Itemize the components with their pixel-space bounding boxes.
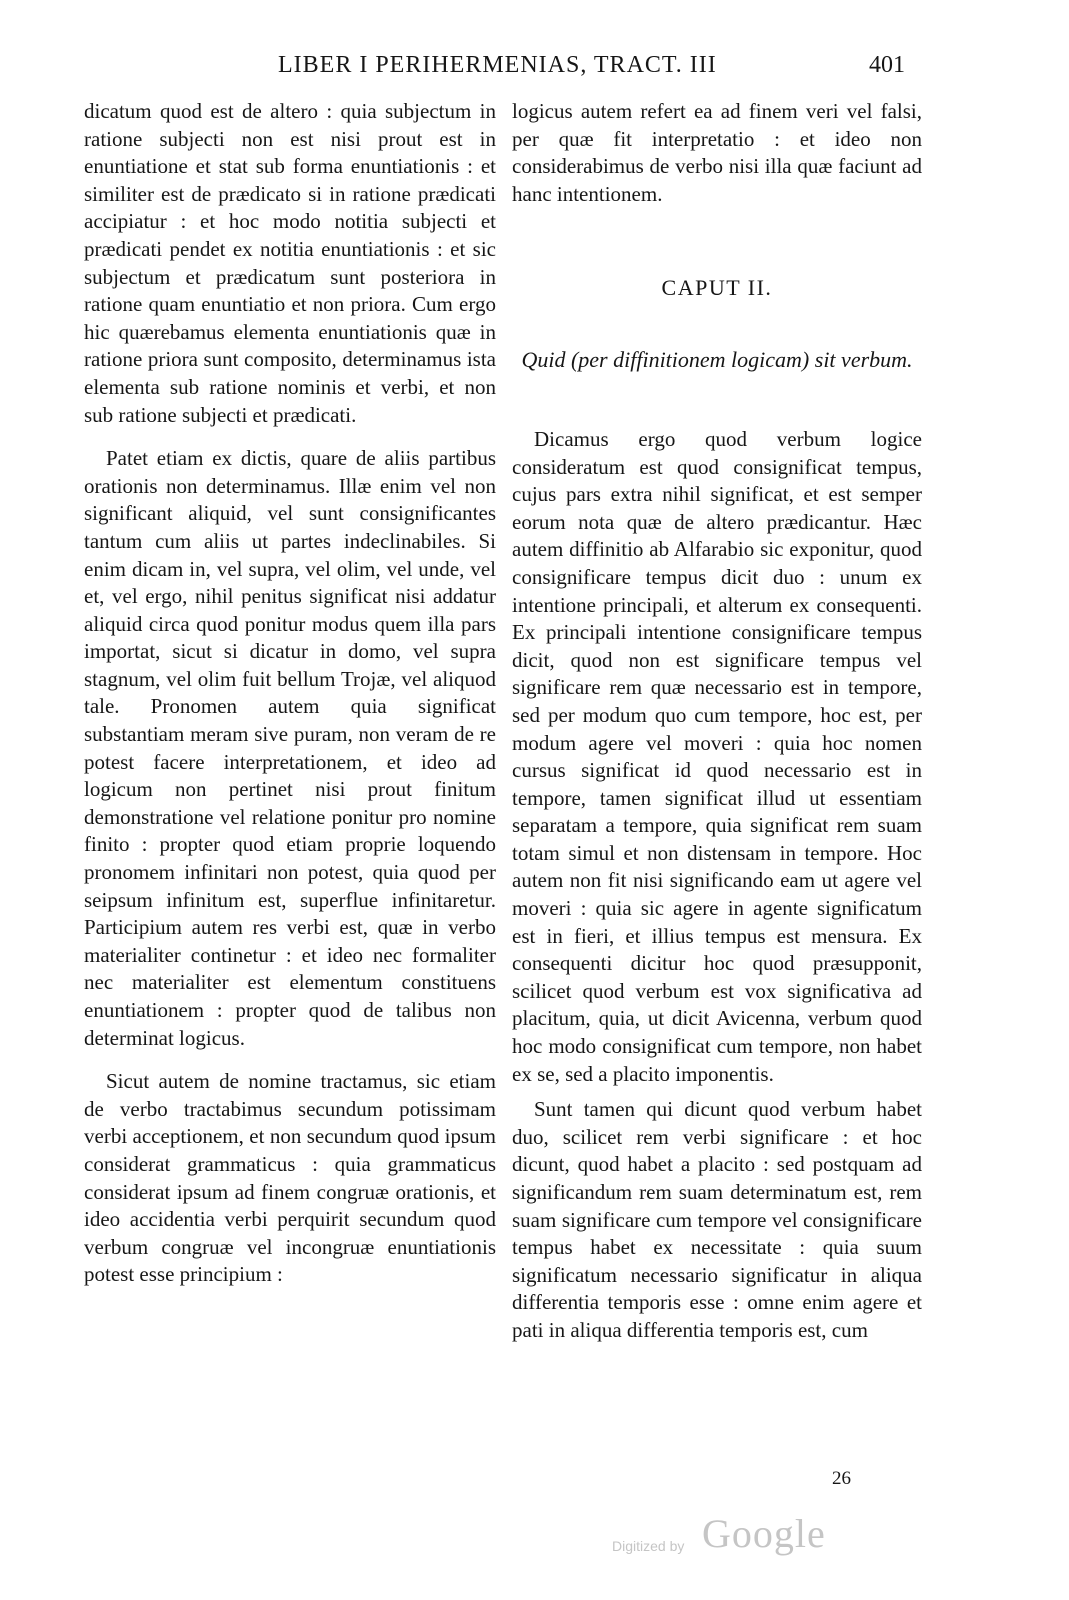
- paragraph: Sicut autem de nomine tractamus, sic etiam de verbo tractabimus secundum potissimam verbi acceptionem, et non secundum quod ipsum considerat grammaticus : quia grammaticus considerat ipsum ad finem congruæ orationis, et ideo accidentia verbi perquirit secundum quod verbum congruæ vel incongruæ enuntiationis potest esse principium :: [84, 1069, 496, 1287]
- digitized-watermark: [612, 1510, 872, 1560]
- left-column: [84, 98, 496, 1289]
- chapter-heading: CAPUT II.: [661, 275, 773, 301]
- paragraph: Sunt tamen qui dicunt quod verbum habet duo, scilicet rem verbi significare : et hoc dicunt, quod habet a placito : sed postquam ad significandum rem suam determinatum est, rem suam significare cum tempore vel consignificare tempus habet ex necessitate : quia suum significatum necessario significatur in aliqua differentia temporis esse : omne enim agere et pati in aliqua differentia temporis est, cum: [512, 1097, 922, 1342]
- paragraph: Dicamus ergo quod verbum logice consideratum est quod consignificat tempus, cujus pars extra nihil significat, et est semper eorum nota quæ de altero prædicantur. Hæc autem diffinitio ab Alfarabio sic exponitur, quod consignificare tempus dicit duo : unum ex intentione principali, et alterum ex consequenti. Ex principali intentione consignificare tempus dicit, quod non est significare tempus vel significare rem quæ necessario est in tempore, sed per modum quo cum tempore, hoc est, per modum agere vel moveri : quia hoc nomen cursus significat id quod necessario est in tempore, tamen significat illud ut essentiam separatam a tempore, quia significat rem suam totam simul et non distensam in tempore. Hoc autem non fit nisi significando eam ut agere vel moveri : quia sic agere in agente significatum est in fieri, et illius tempus est mensura. Ex consequenti dicitur hoc quod præsupponit, scilicet quod verbum est vox significativa ad placitum, quia, ut dicit Avicenna, verbum quod hoc modo consignificat cum tempore, non habet ex se, sed a placito imponentis.: [512, 426, 922, 1086]
- paragraph: logicus autem refert ea ad finem veri vel falsi, per quæ fit interpretatio : et ideo non considerabimus de verbo nisi illa quæ faciunt ad hanc intentionem.: [512, 99, 922, 206]
- signature-mark: 26: [832, 1468, 851, 1489]
- google-logo: Google: [702, 1511, 826, 1556]
- paragraph: dicatum quod est de altero : quia subjectum in ratione subjecti non est nisi prout est in enuntiatione et stat sub forma enuntiationis : et similiter est de prædicato si in ratione prædicati accipiatur : et hoc modo notitia subjecti et prædicati pendet ex notitia enuntiationis : et sic subjectum et prædicatum sunt posteriora in ratione quam enuntiatio et non priora. Cum ergo hic quærebamus elementa enuntiationis quæ in ratione priora sunt composito, determinamus ista elementa sub ratione nominis et verbi, et non sub ratione subjecti et prædicati.: [84, 99, 496, 427]
- digitized-label: Digitized by: [612, 1538, 685, 1554]
- chapter-subtitle: Quid (per diffinitionem logicam) sit verbum.: [521, 346, 913, 372]
- right-column: [512, 98, 922, 1345]
- page-number: 401: [869, 52, 905, 78]
- running-header: [0, 52, 1069, 88]
- paragraph: Patet etiam ex dictis, quare de aliis partibus orationis non determinamus. Illæ enim vel non significant aliquid, vel sunt consignificantes tantum cum aliis ut partes indeclinabiles. Si enim dicam in, vel supra, vel olim, vel unde, vel et, vel ergo, nihil penitus significat nisi addatur aliquid circa quod ponitur modus quem illa pars importat, sicut si dicatur in domo, vel supra stagnum, vel olim fuit bellum Trojæ, vel aliquod tale. Pronomen autem quia significat substantiam meram sive puram, non veram de re potest facere interpretationem, et ideo ad logicum non pertinet nisi prout finitum demonstratione vel relatione ponitur pro nomine finito : propter quod etiam proprie loquendo pronomem infinitari non potest, quia quod per seipsum infinitum est, superflue infinitaretur. Participium autem res verbi est, quæ in verbo materialiter continetur : et ideo nec formaliter nec materialiter est elementum constituens enuntiationem : propter quod de talibus non determinat logicus.: [84, 446, 496, 1050]
- running-title: LIBER I PERIHERMENIAS, TRACT. III: [278, 52, 717, 78]
